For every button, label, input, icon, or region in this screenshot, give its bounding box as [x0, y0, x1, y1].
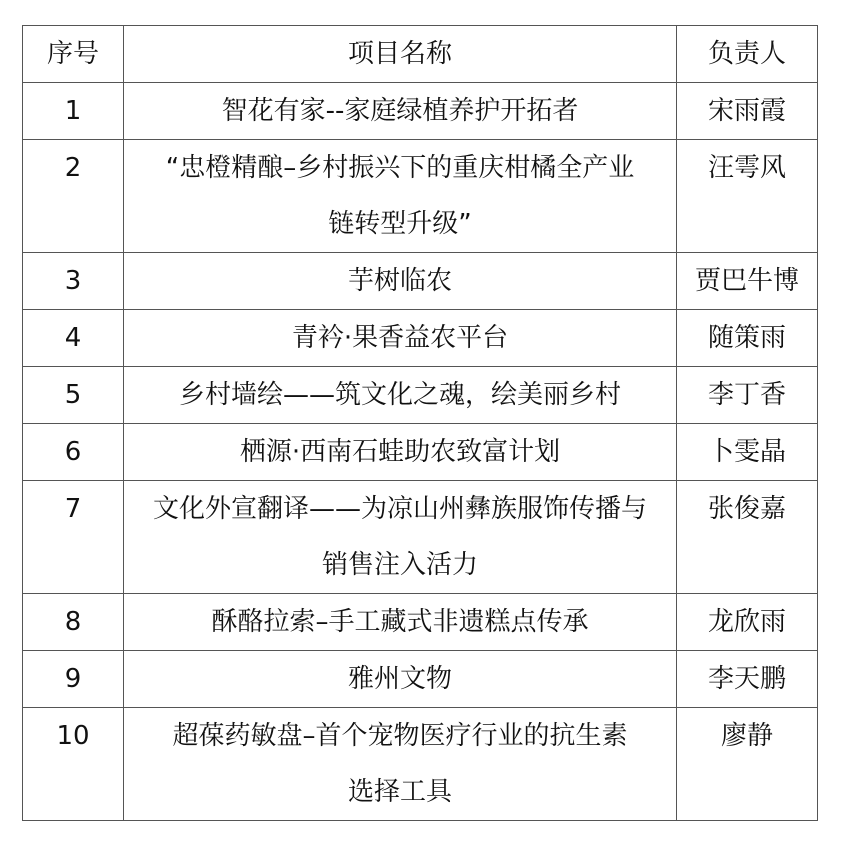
table-row — [23, 83, 818, 140]
row-index: 5 — [23, 367, 124, 424]
row-project-name — [124, 424, 677, 481]
table-row — [23, 310, 818, 367]
row-owner: 贾巴牛博 — [677, 253, 818, 310]
project-name-line: 酥酪拉索–手工藏式非遗糕点传承 — [211, 607, 589, 637]
row-index: 10 — [23, 708, 124, 821]
table-row — [23, 367, 818, 424]
row-index: 1 — [23, 83, 124, 140]
row-project-name — [124, 708, 677, 821]
row-owner: 张俊嘉 — [677, 481, 818, 594]
row-project-name — [124, 83, 677, 140]
table-row — [23, 481, 818, 594]
project-name-line: 链转型升级” — [328, 209, 472, 239]
row-owner: 随策雨 — [677, 310, 818, 367]
project-name-line: 青衿·果香益农平台 — [291, 323, 509, 353]
project-name-line: 选择工具 — [347, 777, 452, 807]
table-row — [23, 594, 818, 651]
project-name-line: 销售注入活力 — [321, 550, 478, 580]
row-owner: 卜雯晶 — [677, 424, 818, 481]
project-name-line: 栖源·西南石蛙助农致富计划 — [239, 437, 561, 467]
row-project-name — [124, 481, 677, 594]
table-row — [23, 424, 818, 481]
row-project-name — [124, 594, 677, 651]
row-index: 3 — [23, 253, 124, 310]
table-row — [23, 140, 818, 253]
row-project-name — [124, 310, 677, 367]
project-table — [22, 25, 818, 821]
project-name-line: 超葆药敏盘–首个宠物医疗行业的抗生素 — [172, 721, 628, 751]
row-index: 7 — [23, 481, 124, 594]
row-project-name — [124, 367, 677, 424]
row-owner: 龙欣雨 — [677, 594, 818, 651]
table-row — [23, 651, 818, 708]
row-index: 8 — [23, 594, 124, 651]
row-index: 4 — [23, 310, 124, 367]
header-project-name: 项目名称 — [124, 26, 677, 83]
table-row — [23, 708, 818, 821]
row-index: 2 — [23, 140, 124, 253]
row-owner: 廖静 — [677, 708, 818, 821]
project-name-line: 智花有家--家庭绿植养护开拓者 — [221, 96, 579, 126]
project-name-line: “忠橙精酿–乡村振兴下的重庆柑橘全产业 — [165, 153, 635, 183]
header-owner: 负责人 — [677, 26, 818, 83]
row-index: 6 — [23, 424, 124, 481]
row-project-name — [124, 651, 677, 708]
row-owner: 李丁香 — [677, 367, 818, 424]
project-name-line: 雅州文物 — [347, 664, 452, 694]
header-index: 序号 — [23, 26, 124, 83]
row-project-name — [124, 140, 677, 253]
project-name-line: 乡村墙绘——筑文化之魂，绘美丽乡村 — [178, 380, 621, 410]
project-name-line: 芋树临农 — [347, 266, 452, 296]
header-row — [23, 26, 818, 83]
row-project-name — [124, 253, 677, 310]
project-name-line: 文化外宣翻译——为凉山州彝族服饰传播与 — [152, 494, 647, 524]
row-owner: 李天鹏 — [677, 651, 818, 708]
row-index: 9 — [23, 651, 124, 708]
table-row — [23, 253, 818, 310]
row-owner: 汪雩风 — [677, 140, 818, 253]
row-owner: 宋雨霞 — [677, 83, 818, 140]
